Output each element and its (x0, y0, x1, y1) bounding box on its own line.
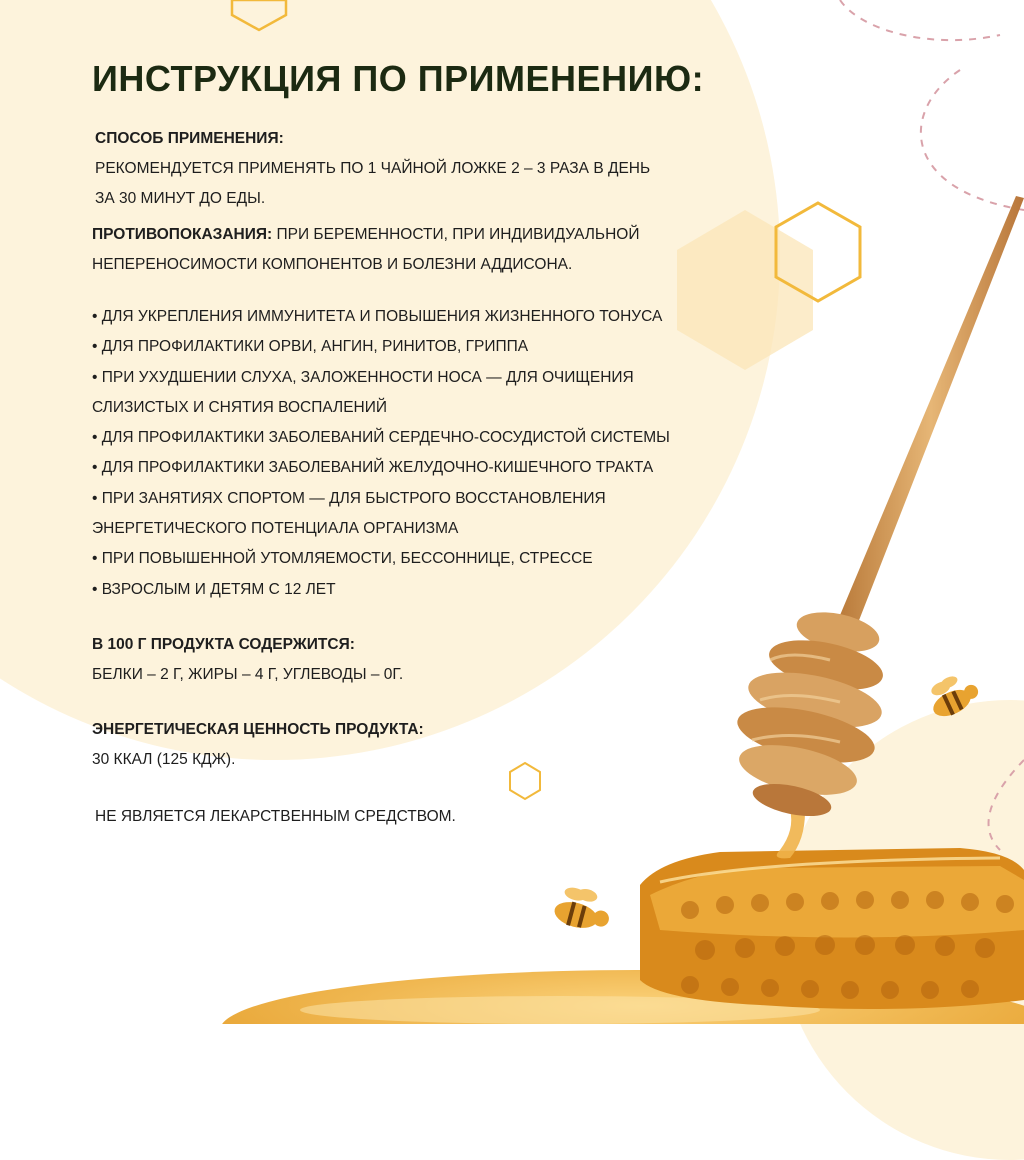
list-item: • ПРИ УХУДШЕНИИ СЛУХА, ЗАЛОЖЕННОСТИ НОСА — ДЛЯ ОЧИЩЕНИЯ (92, 368, 634, 386)
list-item: • ДЛЯ УКРЕПЛЕНИЯ ИММУНИТЕТА И ПОВЫШЕНИЯ ЖИЗНЕННОГО ТОНУСА (92, 308, 663, 325)
energy-section (92, 715, 424, 775)
list-item: ЭНЕРГЕТИЧЕСКОГО ПОТЕНЦИАЛА ОРГАНИЗМА (92, 520, 459, 538)
contraindications-line (92, 220, 640, 250)
list-item: • ДЛЯ ПРОФИЛАКТИКИ ЗАБОЛЕВАНИЙ СЕРДЕЧНО-СОСУДИСТОЙ СИСТЕМЫ (92, 429, 670, 447)
list-item: • ПРИ ПОВЫШЕННОЙ УТОМЛЯЕМОСТИ, БЕССОННИЦЕ, СТРЕССЕ (92, 550, 593, 568)
contraindications-text: ПРИ БЕРЕМЕННОСТИ, ПРИ ИНДИВИДУАЛЬНОЙ (272, 226, 640, 243)
disclaimer-text: НЕ ЯВЛЯЕТСЯ ЛЕКАРСТВЕННЫМ СРЕДСТВОМ. (95, 808, 456, 825)
contraindications-section (92, 220, 640, 280)
list-item: • ДЛЯ ПРОФИЛАКТИКИ ОРВИ, АНГИН, РИНИТОВ, ГРИППА (92, 338, 529, 356)
list-item: • ВЗРОСЛЫМ И ДЕТЯМ С 12 ЛЕТ (92, 580, 336, 598)
contraindications-line: НЕПЕРЕНОСИМОСТИ КОМПОНЕНТОВ И БОЛЕЗНИ АДДИСОНА. (92, 256, 573, 273)
energy-heading: ЭНЕРГЕТИЧЕСКАЯ ЦЕННОСТЬ ПРОДУКТА: (92, 721, 424, 738)
list-item: • ДЛЯ ПРОФИЛАКТИКИ ЗАБОЛЕВАНИЙ ЖЕЛУДОЧНО-КИШЕЧНОГО ТРАКТА (92, 459, 654, 477)
method-heading: СПОСОБ ПРИМЕНЕНИЯ: (95, 130, 284, 147)
method-line: ЗА 30 МИНУТ ДО ЕДЫ. (95, 190, 266, 207)
list-item: • ПРИ ЗАНЯТИЯХ СПОРТОМ — ДЛЯ БЫСТРОГО ВОССТАНОВЛЕНИЯ (92, 489, 606, 507)
list-item: СЛИЗИСТЫХ И СНЯТИЯ ВОСПАЛЕНИЙ (92, 398, 388, 416)
nutrition-heading: В 100 Г ПРОДУКТА СОДЕРЖИТСЯ: (92, 636, 355, 653)
contraindications-label: ПРОТИВОПОКАЗАНИЯ: (92, 226, 273, 243)
nutrition-value: БЕЛКИ – 2 Г, ЖИРЫ – 4 Г, УГЛЕВОДЫ – 0Г. (92, 666, 404, 683)
indications-list (92, 302, 670, 605)
energy-value: 30 ККАЛ (125 КДЖ). (92, 751, 236, 768)
method-line: РЕКОМЕНДУЕТСЯ ПРИМЕНЯТЬ ПО 1 ЧАЙНОЙ ЛОЖКЕ 2 – 3 РАЗА В ДЕНЬ (95, 160, 651, 177)
method-section (92, 124, 650, 214)
disclaimer-section (92, 802, 456, 832)
nutrition-section (92, 630, 403, 690)
page-title: ИНСТРУКЦИЯ ПО ПРИМЕНЕНИЮ: (92, 58, 705, 99)
